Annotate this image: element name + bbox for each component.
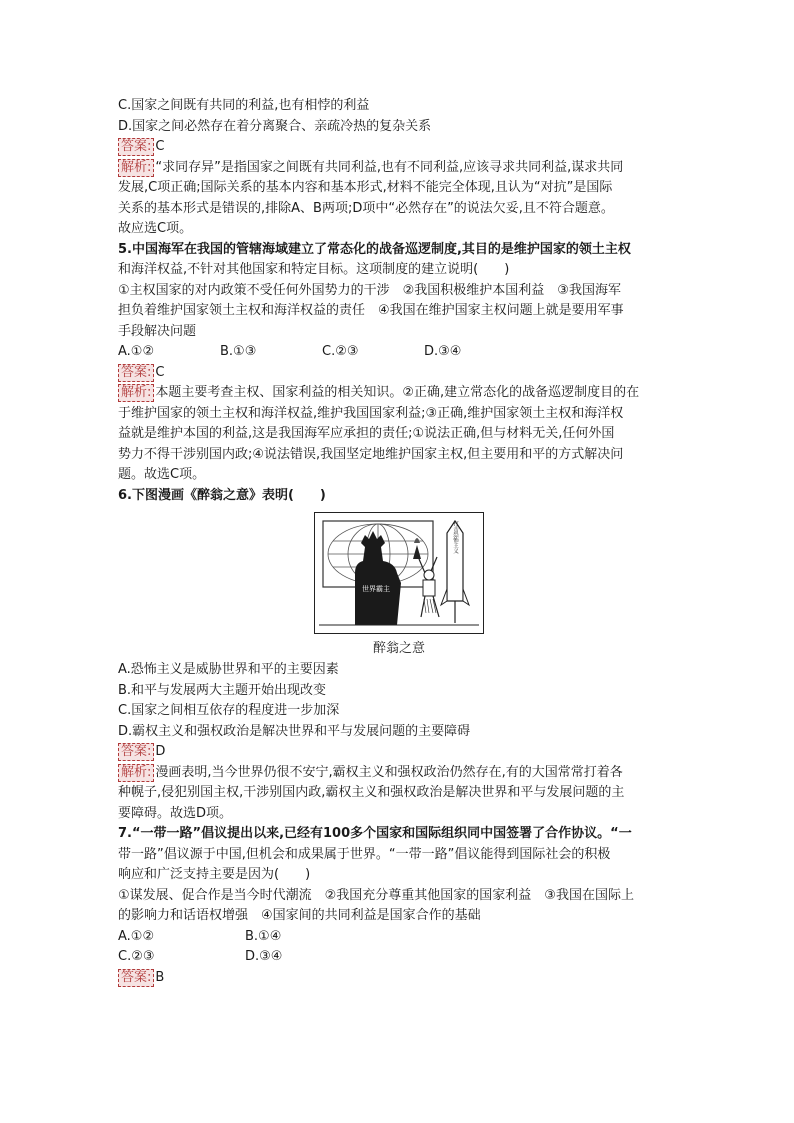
q7-stem: 响应和广泛支持主要是因为( ): [118, 867, 311, 882]
answer-tag: 答案:: [118, 743, 154, 761]
q4-analysis-line: 解析: “求同存异”是指国家之间既有共同利益,也有不同利益,应该寻求共同利益,谋求共同: [118, 158, 680, 179]
q5-answer: [118, 363, 680, 384]
q4-analysis-line: 发展,C项正确;国际关系的基本内容和基本形式,材料不能完全体现,且认为“对抗”是国际: [118, 180, 613, 195]
q5-statement: 担负着维护国家领土主权和海洋权益的责任 ④我国在维护国家主权问题上就是要用军事: [118, 303, 624, 318]
document-page: [118, 96, 680, 988]
option-b: B.①③: [220, 344, 257, 359]
option-c: C.②③: [322, 344, 359, 359]
q4-analysis-line: 关系的基本形式是错误的,排除A、B两项;D项中“必然存在”的说法欠妥,且不符合题意。: [118, 200, 614, 216]
q5-statement: 手段解决问题: [118, 323, 197, 339]
q4-answer: [118, 137, 680, 158]
q5-analysis-line: 势力不得干涉别国内政;④说法错误,我国坚定地维护国家主权,但主要用和平的方式解决问: [118, 446, 624, 462]
q7-options-row1: [118, 927, 680, 948]
q7-statement: 的影响力和话语权增强 ④国家间的共同利益是国家合作的基础: [118, 908, 481, 923]
q5-statement: ①主权国家的对内政策不受任何外国势力的干涉 ②我国积极维护本国利益 ③我国海军: [118, 282, 621, 298]
cartoon-illustration: [315, 513, 483, 633]
q5-analysis-line: 于维护国家的领土主权和海洋权益,维护我国国家利益;③正确,维护国家领土主权和海洋权: [118, 405, 624, 421]
option-a: A.①②: [118, 344, 155, 359]
q5-stem: 5.中国海军在我国的管辖海域建立了常态化的战备巡逻制度,其目的是维护国家的领土主权: [118, 241, 631, 257]
q5-stem: 和海洋权益,不针对其他国家和特定目标。这项制度的建立说明( ): [118, 262, 510, 277]
q5-analysis-line: 益就是维护本国的利益,这是我国海军应承担的责任;①说法正确,但与材料无关,任何外国: [118, 426, 615, 441]
q6-stem: 6.下图漫画《醉翁之意》表明( ): [118, 487, 326, 503]
analysis-tag: 解析:: [118, 159, 154, 177]
cartoon-figure: [118, 512, 680, 660]
answer-value: C: [155, 364, 165, 380]
q5-options: [118, 342, 680, 363]
figure-caption: 醉翁之意: [372, 641, 425, 656]
q5-analysis-line: 解析: 本题主要考查主权、国家利益的相关知识。②正确,建立常态化的战备巡逻制度目的在: [118, 383, 680, 404]
q6-option-a: A.恐怖主义是威胁世界和平的主要因素: [118, 662, 339, 677]
answer-value: B: [155, 969, 165, 985]
option-c: C.②③: [118, 949, 155, 964]
q6-option-c: C.国家之间相互依存的程度进一步加深: [118, 703, 340, 718]
q4-analysis-line: 故应选C项。: [118, 221, 193, 236]
q7-statement: ①谋发展、促合作是当今时代潮流 ②我国充分尊重其他国家的国家利益 ③我国在国际上: [118, 887, 634, 903]
q7-options-row2: [118, 947, 680, 968]
q6-analysis-line: 解析: 漫画表明,当今世界仍很不安宁,霸权主义和强权政治仍然存在,有的大国常常打着各: [118, 763, 680, 784]
q7-answer: [118, 968, 680, 989]
answer-tag: 答案:: [118, 138, 154, 156]
rocket-label: 打击恐怖主义: [452, 520, 458, 554]
analysis-tag: 解析:: [118, 764, 154, 782]
q7-stem: 带一路”倡议源于中国,但机会和成果属于世界。“一带一路”倡议能得到国际社会的积极: [118, 846, 611, 862]
answer-value: D: [155, 744, 166, 759]
option-a: A.①②: [118, 928, 155, 944]
answer-value: C: [155, 139, 165, 154]
cartoon-image: [314, 512, 484, 634]
option-d: D.③④: [424, 344, 462, 359]
q5-analysis-line: 题。故选C项。: [118, 467, 206, 482]
answer-tag: 答案:: [118, 364, 154, 382]
q7-stem: 7.“一带一路”倡议提出以来,已经有100多个国家和国际组织同中国签署了合作协议。“一: [118, 826, 632, 841]
answer-tag: 答案:: [118, 969, 154, 987]
q6-option-b: B.和平与发展两大主题开始出现改变: [118, 682, 327, 698]
analysis-tag: 解析:: [118, 384, 154, 402]
q4-option-c: C.国家之间既有共同的利益,也有相悖的利益: [118, 98, 370, 113]
option-b: B.①④: [245, 928, 282, 944]
shadow-label: 世界霸主: [362, 585, 390, 593]
q6-analysis-line: 种幌子,侵犯别国主权,干涉别国内政,霸权主义和强权政治是解决世界和平与发展问题的主: [118, 785, 625, 800]
q6-answer: [118, 742, 680, 763]
q6-option-d: D.霸权主义和强权政治是解决世界和平与发展问题的主要障碍: [118, 723, 471, 739]
q4-option-d: D.国家之间必然存在着分离聚合、亲疏冷热的复杂关系: [118, 118, 432, 134]
q6-analysis-line: 要障碍。故选D项。: [118, 805, 233, 821]
option-d: D.③④: [245, 949, 283, 964]
